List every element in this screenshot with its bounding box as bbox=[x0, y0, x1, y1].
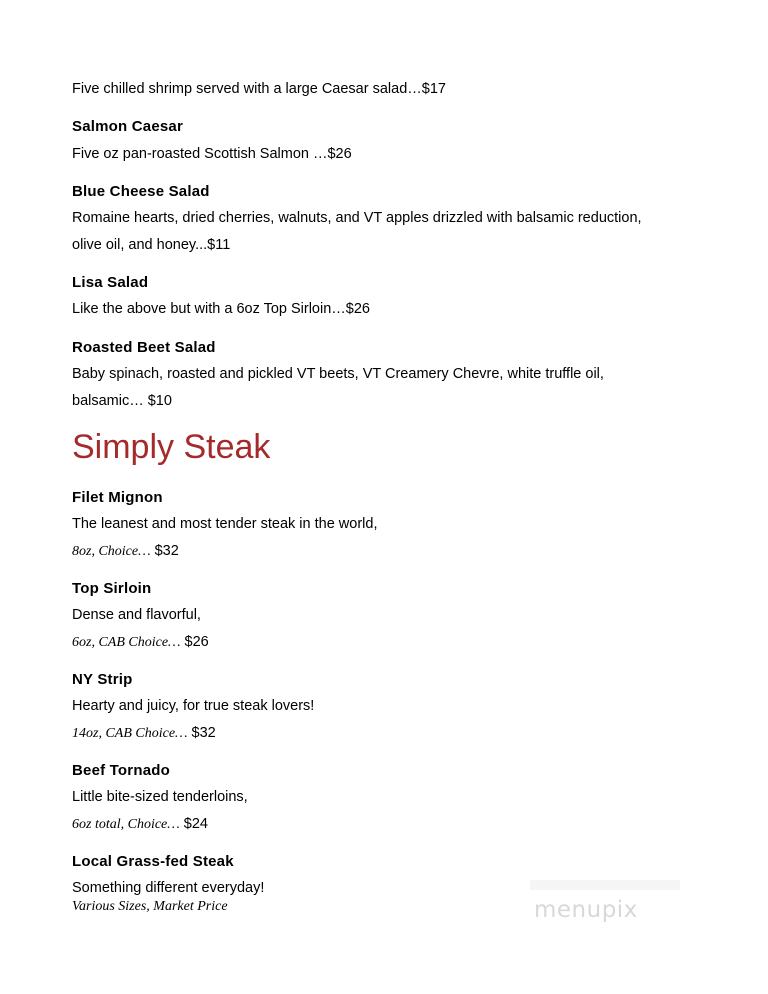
roasted-beet-salad-name: Roasted Beet Salad bbox=[72, 339, 216, 356]
ny-strip-price: $32 bbox=[187, 725, 216, 741]
filet-mignon-description: The leanest and most tender steak in the world, bbox=[72, 516, 378, 532]
ny-strip-description: Hearty and juicy, for true steak lovers! bbox=[72, 698, 315, 714]
menupix-watermark: menupix bbox=[534, 897, 638, 923]
beef-tornado-description: Little bite-sized tenderloins, bbox=[72, 789, 248, 805]
beef-tornado-size: 6oz total, Choice… bbox=[72, 817, 180, 832]
salmon-caesar-name: Salmon Caesar bbox=[72, 118, 183, 135]
section-title-simply-steak: Simply Steak bbox=[72, 428, 271, 466]
grass-fed-steak-detail: Various Sizes, Market Price bbox=[72, 899, 228, 914]
watermark-band bbox=[530, 880, 680, 890]
filet-mignon-name: Filet Mignon bbox=[72, 489, 163, 506]
top-sirloin-detail bbox=[72, 633, 209, 652]
ny-strip-detail bbox=[72, 724, 216, 743]
shrimp-caesar-description: Five chilled shrimp served with a large Caesar salad…$17 bbox=[72, 81, 446, 97]
filet-mignon-size: 8oz, Choice… bbox=[72, 544, 151, 559]
blue-cheese-salad-name: Blue Cheese Salad bbox=[72, 183, 210, 200]
beef-tornado-price: $24 bbox=[179, 816, 208, 832]
ny-strip-size: 14oz, CAB Choice… bbox=[72, 726, 188, 741]
blue-cheese-salad-description-line2: olive oil, and honey...$11 bbox=[72, 237, 231, 253]
roasted-beet-salad-description-line2: balsamic… $10 bbox=[72, 393, 172, 409]
salmon-caesar-description: Five oz pan-roasted Scottish Salmon …$26 bbox=[72, 146, 352, 162]
lisa-salad-name: Lisa Salad bbox=[72, 274, 149, 291]
lisa-salad-description: Like the above but with a 6oz Top Sirloin…$26 bbox=[72, 301, 370, 317]
grass-fed-steak-name: Local Grass-fed Steak bbox=[72, 853, 234, 870]
filet-mignon-price: $32 bbox=[150, 543, 179, 559]
roasted-beet-salad-description-line1: Baby spinach, roasted and pickled VT beets, VT Creamery Chevre, white truffle oil, bbox=[72, 366, 604, 382]
ny-strip-name: NY Strip bbox=[72, 671, 133, 688]
grass-fed-steak-description: Something different everyday! bbox=[72, 880, 265, 896]
top-sirloin-name: Top Sirloin bbox=[72, 580, 152, 597]
filet-mignon-detail bbox=[72, 542, 179, 561]
beef-tornado-name: Beef Tornado bbox=[72, 762, 170, 779]
blue-cheese-salad-description-line1: Romaine hearts, dried cherries, walnuts, and VT apples drizzled with balsamic reduction, bbox=[72, 210, 642, 226]
top-sirloin-price: $26 bbox=[180, 634, 209, 650]
top-sirloin-size: 6oz, CAB Choice… bbox=[72, 635, 181, 650]
top-sirloin-description: Dense and flavorful, bbox=[72, 607, 201, 623]
beef-tornado-detail bbox=[72, 815, 208, 834]
